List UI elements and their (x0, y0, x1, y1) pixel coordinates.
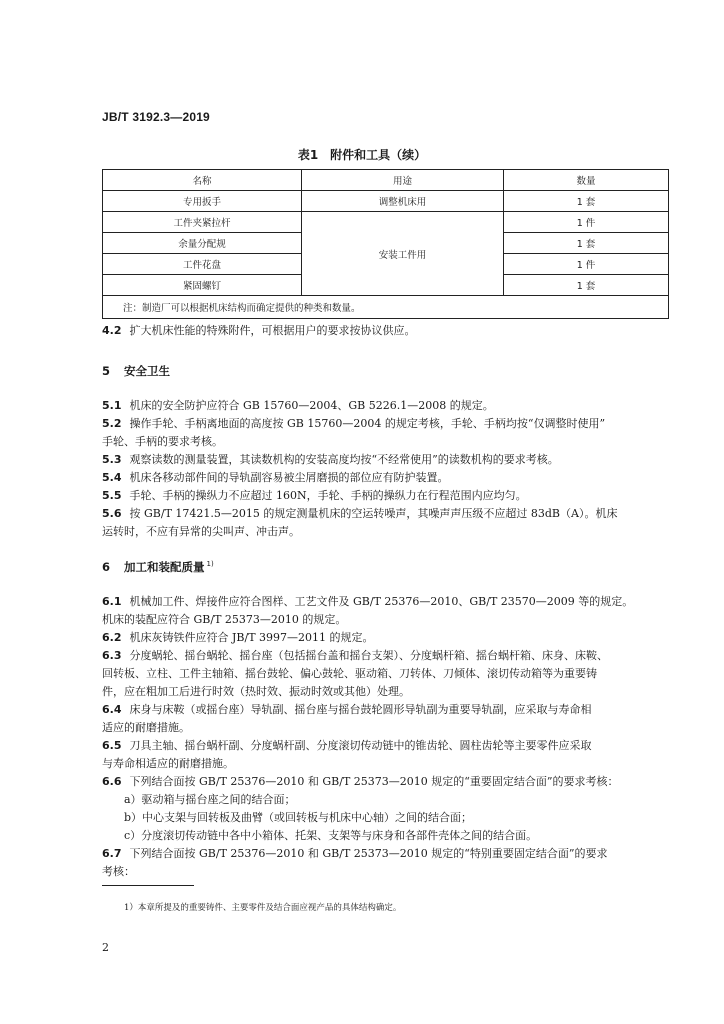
cell-name: 紧固螺钉 (103, 275, 302, 296)
clause-number: 6.4 (102, 703, 122, 716)
section-6-heading (102, 559, 214, 575)
cell-qty: 1 套 (504, 275, 669, 296)
clause-text-cont: 件，应在粗加工后进行时效（热时效、振动时效或其他）处理。 (102, 685, 410, 698)
clause-5-4 (102, 469, 672, 487)
clause-6-7 (102, 845, 672, 881)
clause-number: 5.1 (102, 399, 122, 412)
clause-number: 6.3 (102, 649, 122, 662)
section-5-heading (102, 363, 170, 379)
clause-5-5 (102, 487, 672, 505)
cell-name: 工件花盘 (103, 254, 302, 275)
clause-5-3 (102, 451, 672, 469)
table-header-row (103, 170, 669, 191)
section-title: 加工和装配质量 (124, 560, 205, 574)
clause-number: 5.3 (102, 453, 122, 466)
clause-text: 观察读数的测量装置，其读数机构的安装高度均按“不经常使用”的读数机构的要求考核。 (129, 453, 559, 466)
cell-qty: 1 件 (504, 254, 669, 275)
clause-text-cont: 适应的耐磨措施。 (102, 721, 190, 734)
list-item: c）分度滚切传动链中各中小箱体、托架、支架等与床身和各部件壳体之间的结合面。 (124, 829, 538, 842)
clause-number: 6.5 (102, 739, 122, 752)
clause-text: 扩大机床性能的特殊附件，可根据用户的要求按协议供应。 (129, 324, 416, 337)
clause-6-5 (102, 737, 672, 773)
clause-text: 机床灰铸铁件应符合 JB/T 3997—2011 的规定。 (129, 631, 374, 644)
footnote: 1）本章所提及的重要铸件、主要零件及结合面应视产品的具体结构确定。 (124, 903, 402, 913)
footnote-marker: 1) (206, 560, 214, 569)
clause-text-cont: 考核： (102, 865, 135, 878)
section-number: 6 (102, 560, 111, 574)
clause-text: 床身与床鞍（或摇台座）导轨副、摇台座与摇台鼓轮圆形导轨副为重要导轨副，应采取与寿命相 (129, 703, 592, 716)
clause-text: 下列结合面按 GB/T 25376—2010 和 GB/T 25373—2010 规定的“重要固定结合面”的要求考核： (129, 775, 619, 788)
clause-text: 手轮、手柄的操纵力不应超过 160N，手轮、手柄的操纵力在行程范围内应均匀。 (129, 489, 527, 502)
cell-qty: 1 套 (504, 233, 669, 254)
clause-text-cont: 手轮、手柄的要求考核。 (102, 435, 223, 448)
clause-6-1 (102, 593, 672, 629)
clause-text: 下列结合面按 GB/T 25376—2010 和 GB/T 25373—2010 规定的“特别重要固定结合面”的要求 (129, 847, 608, 860)
clause-5-6 (102, 505, 672, 541)
column-header-qty: 数量 (504, 170, 669, 191)
clause-text-cont: 回转板、立柱、工件主轴箱、摇台鼓轮、偏心鼓轮、驱动箱、刀转体、刀倾体、滚切传动箱等为重要铸 (102, 667, 597, 680)
clause-text-cont: 与寿命相适应的耐磨措施。 (102, 757, 234, 770)
cell-use-merged: 安装工件用 (302, 212, 504, 296)
table-note: 注：制造厂可以根据机床结构而确定提供的种类和数量。 (103, 296, 669, 319)
section-number: 5 (102, 364, 111, 378)
clause-number: 5.5 (102, 489, 122, 502)
accessories-table (102, 169, 669, 319)
table-row (103, 212, 669, 233)
clause-number: 6.7 (102, 847, 122, 860)
clause-number: 5.6 (102, 507, 122, 520)
clause-text-cont: 机床的装配应符合 GB/T 25373—2010 的规定。 (102, 613, 347, 626)
cell-qty: 1 套 (504, 191, 669, 212)
clause-text: 刀具主轴、摇台蜗杆副、分度蜗杆副、分度滚切传动链中的锥齿轮、圆柱齿轮等主要零件应采取 (129, 739, 592, 752)
clause-6-4 (102, 701, 672, 737)
column-header-use: 用途 (302, 170, 504, 191)
clause-text-cont: 运转时，不应有异常的尖叫声、冲击声。 (102, 525, 300, 538)
clause-number: 5.2 (102, 417, 122, 430)
clause-number: 5.4 (102, 471, 122, 484)
clause-5-1 (102, 397, 672, 415)
clause-text: 机械加工件、焊接件应符合图样、工艺文件及 GB/T 25376—2010、GB/T 23570—2009 等的规定。 (129, 595, 634, 608)
clause-6-2 (102, 629, 672, 647)
list-item: a）驱动箱与摇台座之间的结合面； (124, 793, 296, 806)
list-item: b）中心支架与回转板及曲臂（或回转板与机床中心轴）之间的结合面； (124, 811, 473, 824)
clause-number: 6.1 (102, 595, 122, 608)
table-title: 表1 附件和工具（续） (297, 148, 427, 162)
clause-number: 6.2 (102, 631, 122, 644)
clause-text: 按 GB/T 17421.5—2015 的规定测量机床的空运转噪声，其噪声声压级不应超过 83dB（A）。机床 (129, 507, 618, 520)
table-row (103, 191, 669, 212)
standard-number: JB/T 3192.3—2019 (102, 110, 210, 124)
clause-text: 分度蜗轮、摇台蜗轮、摇台座（包括摇台盖和摇台支架）、分度蜗杆箱、摇台蜗杆箱、床身、床鞍、 (129, 649, 608, 662)
clause-5-2 (102, 415, 672, 451)
cell-name: 工件夹紧拉杆 (103, 212, 302, 233)
clause-text: 操作手轮、手柄离地面的高度按 GB 15760—2004 的规定考核，手轮、手柄均按“仅调整时使用” (129, 417, 606, 430)
clause-6-6 (102, 773, 672, 791)
clause-number: 6.6 (102, 775, 122, 788)
footnote-divider (102, 885, 194, 886)
clause-6-3 (102, 647, 672, 701)
column-header-name: 名称 (103, 170, 302, 191)
cell-name: 专用扳手 (103, 191, 302, 212)
clause-4-2 (102, 322, 672, 340)
clause-number: 4.2 (102, 324, 122, 337)
section-title: 安全卫生 (124, 364, 171, 378)
table-note-row (103, 296, 669, 319)
clause-text: 机床的安全防护应符合 GB 15760—2004、GB 5226.1—2008 的规定。 (129, 399, 494, 412)
cell-qty: 1 件 (504, 212, 669, 233)
clause-text: 机床各移动部件间的导轨副容易被尘屑磨损的部位应有防护装置。 (129, 471, 449, 484)
page-number: 2 (102, 941, 109, 954)
cell-use: 调整机床用 (302, 191, 504, 212)
cell-name: 余量分配规 (103, 233, 302, 254)
